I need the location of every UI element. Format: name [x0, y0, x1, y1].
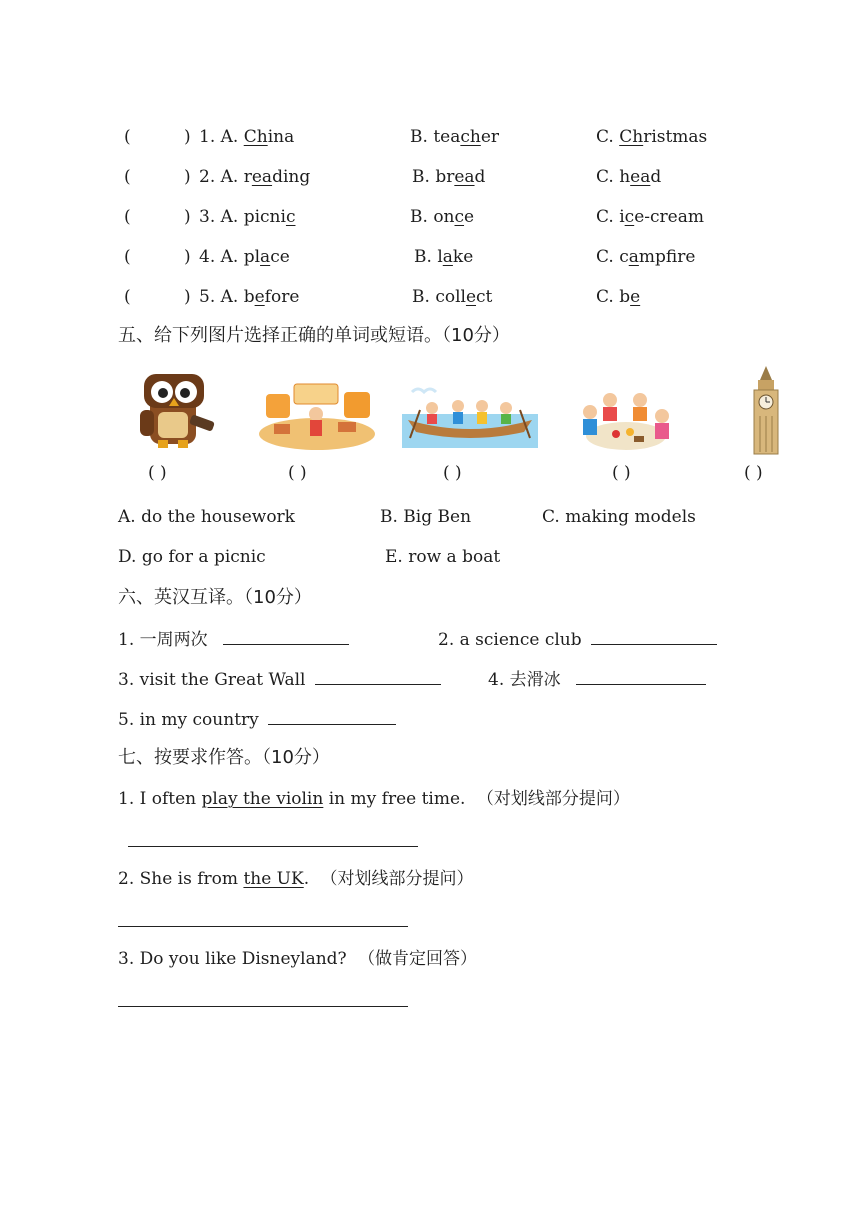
row-5-answer-paren-open[interactable]: (	[124, 287, 131, 307]
row-4-option-b-part: l	[437, 247, 443, 267]
translate-q3-blank[interactable]	[315, 668, 441, 685]
row-3-option-b-part: on	[433, 207, 455, 227]
row-3-option-b	[410, 206, 474, 228]
row-2-option-a-part: ding	[272, 167, 311, 187]
row-1-option-a-underlined-part: Ch	[243, 127, 268, 147]
row-4-option-a-part: pl	[243, 247, 261, 267]
answer-q2-line[interactable]	[118, 926, 408, 927]
row-1-option-a-part: ina	[267, 127, 295, 147]
row-2-option-b	[412, 166, 485, 188]
row-2-option-c-part: h	[619, 167, 631, 187]
row-2-option-a	[199, 166, 310, 188]
answer-q2-text-pre: 2. She is from	[118, 869, 244, 889]
answer-q3	[118, 948, 477, 970]
row-4-option-b	[414, 246, 473, 268]
row-5-option-b	[412, 286, 492, 308]
row-3-answer-paren-close: )	[184, 207, 191, 227]
row-1-option-b-part: er	[480, 127, 500, 147]
picture-3-answer[interactable]: ( )	[443, 463, 462, 483]
row-4-option-a-label: 4. A.	[199, 247, 239, 267]
row-3-option-b-label: B.	[410, 207, 428, 227]
row-5-option-a-underlined-part: e	[254, 287, 265, 307]
row-2-option-a-label: 2. A.	[199, 167, 239, 187]
row-4-option-c-part: mpfire	[638, 247, 696, 267]
row-5-option-b-underlined-part: e	[465, 287, 477, 307]
answer-q3-note: （做肯定回答）	[358, 949, 478, 969]
answer-q1	[118, 788, 630, 810]
row-4-option-c-underlined-part: a	[628, 247, 639, 267]
section5-heading: 五、给下列图片选择正确的单词或短语。（10分）	[118, 325, 510, 346]
picture-1-answer[interactable]: ( )	[148, 463, 167, 483]
option-d: D. go for a picnic	[118, 547, 266, 567]
row-3-answer-paren-open[interactable]: (	[124, 207, 131, 227]
picnic-picture	[572, 390, 680, 454]
section7-heading: 七、按要求作答。（10分）	[118, 747, 330, 768]
translate-q4-blank[interactable]	[576, 668, 706, 685]
row-4-option-a-underlined-part: a	[260, 247, 271, 267]
row-5-option-a	[199, 286, 299, 308]
row-2-option-b-label: B.	[412, 167, 430, 187]
row-4-option-c	[596, 246, 695, 268]
row-1-option-c-label: C.	[596, 127, 614, 147]
answer-q2-text-post: .	[303, 869, 310, 889]
row-5-option-c-label: C.	[596, 287, 614, 307]
row-2-option-c-underlined-part: ea	[630, 167, 651, 187]
row-5-option-b-part: ct	[476, 287, 493, 307]
row-5-answer-paren-close: )	[184, 287, 191, 307]
row-2-option-c-part: d	[650, 167, 662, 187]
row-2-option-b-part: br	[435, 167, 455, 187]
row-4-option-b-label: B.	[414, 247, 432, 267]
row-2-answer-paren-close: )	[184, 167, 191, 187]
row-2-option-c-label: C.	[596, 167, 614, 187]
row-1-option-c-underlined-part: Ch	[619, 127, 644, 147]
models-picture	[258, 380, 376, 450]
row-1-option-c	[596, 126, 707, 148]
option-e: E. row a boat	[385, 547, 501, 567]
picture-2-answer[interactable]: ( )	[288, 463, 307, 483]
row-5-option-a-part: fore	[264, 287, 300, 307]
row-1-answer-paren-close: )	[184, 127, 191, 147]
row-5-option-b-label: B.	[412, 287, 430, 307]
row-4-option-c-label: C.	[596, 247, 614, 267]
translate-q3	[118, 668, 441, 691]
picture-5-answer[interactable]: ( )	[744, 463, 763, 483]
answer-q2	[118, 868, 474, 890]
row-5-option-c	[596, 286, 640, 308]
boat-picture	[402, 384, 538, 450]
translate-q5	[118, 708, 396, 731]
row-3-option-b-part: e	[464, 207, 475, 227]
answer-q1-text-pre: 1. I often	[118, 789, 202, 809]
row-2-answer-paren-open[interactable]: (	[124, 167, 131, 187]
answer-q1-underlined: play the violin	[201, 789, 324, 809]
translate-q1	[118, 628, 349, 651]
row-4-option-b-underlined-part: a	[442, 247, 453, 267]
row-3-option-c-part: e-cream	[634, 207, 704, 227]
row-3-option-b-underlined-part: c	[454, 207, 465, 227]
answer-q1-text-post: in my free time.	[323, 789, 466, 809]
row-1-option-a-label: 1. A.	[199, 127, 239, 147]
owl-picture	[130, 370, 218, 450]
option-c: C. making models	[542, 507, 696, 527]
translate-q2-blank[interactable]	[591, 628, 717, 645]
translate-q2	[438, 628, 717, 651]
answer-q2-underlined: the UK	[243, 869, 304, 889]
translate-q5-blank[interactable]	[268, 708, 396, 725]
translate-q2-text: 2. a science club	[438, 630, 582, 650]
row-2-option-a-part: r	[243, 167, 252, 187]
row-2-option-b-underlined-part: ea	[454, 167, 475, 187]
row-3-option-a-label: 3. A.	[199, 207, 239, 227]
answer-q1-line[interactable]	[128, 846, 418, 847]
row-1-option-b-underlined-part: ch	[460, 127, 481, 147]
row-4-option-c-part: c	[619, 247, 629, 267]
row-2-option-a-underlined-part: ea	[251, 167, 273, 187]
row-3-option-c-part: i	[619, 207, 625, 227]
row-3-option-a-underlined-part: c	[285, 207, 296, 227]
answer-q2-note: （对划线部分提问）	[320, 869, 474, 889]
translate-q4	[488, 668, 706, 691]
row-5-option-a-label: 5. A.	[199, 287, 239, 307]
row-4-option-a-part: ce	[270, 247, 290, 267]
row-3-option-c	[596, 206, 704, 228]
row-3-option-c-underlined-part: c	[624, 207, 635, 227]
row-3-option-c-label: C.	[596, 207, 614, 227]
row-5-option-c-part: b	[619, 287, 631, 307]
row-4-option-b-part: ke	[452, 247, 474, 267]
row-1-answer-paren-open[interactable]: (	[124, 127, 131, 147]
option-b: B. Big Ben	[380, 507, 472, 527]
row-1-option-b	[410, 126, 499, 148]
row-4-answer-paren-close: )	[184, 247, 191, 267]
row-2-option-c	[596, 166, 661, 188]
answer-q3-line[interactable]	[118, 1006, 408, 1007]
translate-q1-blank[interactable]	[223, 628, 349, 645]
section6-heading: 六、英汉互译。（10分）	[118, 587, 312, 608]
row-5-option-c-underlined-part: e	[630, 287, 641, 307]
row-4-answer-paren-open[interactable]: (	[124, 247, 131, 267]
translate-q3-text: 3. visit the Great Wall	[118, 670, 306, 690]
row-3-option-a	[199, 206, 295, 228]
translate-q1-text: 1. 一周两次	[118, 630, 208, 650]
row-5-option-b-part: coll	[435, 287, 466, 307]
answer-q3-text: 3. Do you like Disneyland?	[118, 949, 347, 969]
option-a: A. do the housework	[118, 507, 295, 527]
row-1-option-b-label: B.	[410, 127, 428, 147]
big-ben-picture	[748, 366, 784, 456]
row-4-option-a	[199, 246, 290, 268]
row-1-option-a	[199, 126, 294, 148]
picture-4-answer[interactable]: ( )	[612, 463, 631, 483]
translate-q5-text: 5. in my country	[118, 710, 259, 730]
answer-q1-note: （对划线部分提问）	[476, 789, 630, 809]
row-1-option-c-part: ristmas	[643, 127, 708, 147]
row-1-option-b-part: tea	[433, 127, 461, 147]
row-2-option-b-part: d	[474, 167, 486, 187]
translate-q4-text: 4. 去滑冰	[488, 670, 561, 690]
row-5-option-a-part: b	[243, 287, 255, 307]
row-3-option-a-part: picni	[243, 207, 286, 227]
